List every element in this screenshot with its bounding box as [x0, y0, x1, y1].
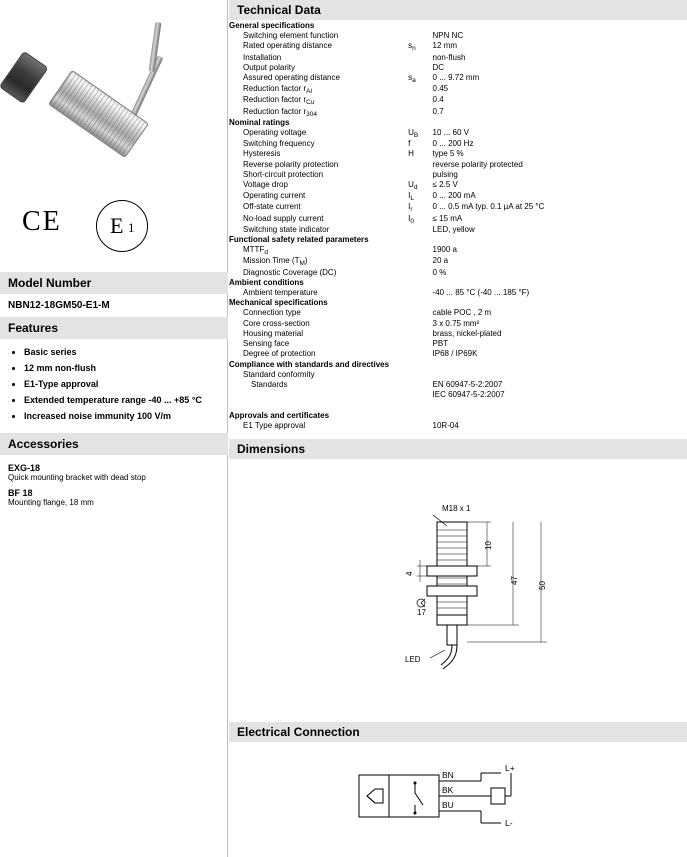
- barrel-threads: [49, 71, 147, 157]
- row-label: Output polarity: [243, 62, 296, 72]
- table-row: [229, 170, 687, 180]
- group-title: Nominal ratings: [229, 117, 290, 127]
- row-symbol: [408, 53, 432, 63]
- row-label: Core cross-section: [243, 318, 310, 328]
- row-label: Hysteresis: [243, 149, 281, 159]
- row-symbol: $U_d$: [408, 180, 418, 192]
- row-symbol: [408, 288, 432, 298]
- row-symbol: [408, 63, 432, 73]
- svg-text:47: 47: [510, 576, 519, 585]
- model-number-value: NBN12-18GM50-E1-M: [8, 300, 110, 311]
- table-group-header: [229, 278, 687, 288]
- row-label: Housing material: [243, 328, 304, 338]
- row-label: Reduction factor $r_{Al}$: [243, 84, 312, 96]
- row-value: brass, nickel-plated: [432, 328, 502, 338]
- table-row: [229, 308, 687, 318]
- row-value: EN 60947-5-2:2007: [432, 379, 503, 389]
- table-row: [229, 95, 687, 106]
- row-symbol: [408, 349, 432, 359]
- accessory-name: EXG-18: [8, 463, 41, 473]
- row-value: [433, 370, 687, 380]
- row-value: DC: [432, 62, 445, 72]
- svg-text:17: 17: [417, 607, 426, 617]
- table-row: [229, 214, 687, 225]
- row-value: 20 a: [432, 256, 449, 266]
- table-row: [229, 370, 687, 380]
- row-value: 12 mm: [432, 41, 457, 51]
- table-spacer: [229, 400, 687, 410]
- list-item: • E1-Type approval: [24, 379, 220, 390]
- row-symbol: [408, 95, 432, 106]
- svg-text:M18 x 1: M18 x 1: [442, 503, 471, 513]
- row-label: Reduction factor $r_{304}$: [243, 106, 317, 118]
- row-label: Connection type: [243, 308, 301, 318]
- row-value: 0 ... 200 Hz: [432, 139, 474, 149]
- row-label: Voltage drop: [243, 180, 288, 190]
- row-label: Diagnostic Coverage (DC): [243, 267, 337, 277]
- row-symbol: [408, 421, 432, 431]
- list-item: • Increased noise immunity 100 V/m: [24, 411, 220, 422]
- table-row: [229, 139, 687, 149]
- table-row: [229, 202, 687, 213]
- svg-text:L-: L-: [505, 817, 513, 828]
- model-number-block: [0, 294, 228, 317]
- row-label: Rated operating distance: [243, 41, 332, 51]
- row-value: 1900 a: [432, 245, 457, 255]
- row-label: Operating voltage: [243, 128, 307, 138]
- list-item: • Basic series: [24, 347, 220, 358]
- row-value: 0.4: [432, 95, 444, 105]
- row-value: NPN NC: [432, 31, 464, 41]
- row-label: Ambient temperature: [243, 288, 318, 298]
- row-symbol: [408, 268, 432, 278]
- left-column: [0, 0, 228, 857]
- table-row: [229, 180, 687, 191]
- sensor-illustration: [24, 48, 144, 168]
- table-row: [229, 349, 687, 359]
- features-list: [8, 347, 220, 422]
- certification-marks: [22, 200, 212, 256]
- table-row: [229, 191, 687, 202]
- row-label: Standard conformity: [243, 369, 315, 379]
- table-row: [229, 63, 687, 73]
- row-symbol: [408, 170, 432, 180]
- group-title: Mechanical specifications: [229, 298, 328, 308]
- sensor-face: [0, 51, 49, 104]
- cable-segment-1: [128, 55, 163, 121]
- table-group-header: [229, 411, 687, 421]
- right-column: [229, 0, 687, 857]
- row-symbol: [408, 370, 432, 380]
- row-value: pulsing: [432, 169, 458, 179]
- row-label: Switching state indicator: [243, 224, 330, 234]
- dimensions-drawing-area: [229, 460, 687, 722]
- sensor-barrel: [48, 70, 149, 158]
- row-value: -40 ... 85 °C (-40 ... 185 °F): [432, 288, 530, 298]
- group-title: Functional safety related parameters: [229, 235, 369, 245]
- e1-approval-icon: [96, 200, 148, 252]
- row-label: Switching frequency: [243, 139, 315, 149]
- list-item: • Extended temperature range -40 ... +85 °C: [24, 395, 220, 406]
- row-value: 0.7: [432, 106, 444, 116]
- row-symbol: [408, 225, 432, 235]
- table-row: [229, 268, 687, 278]
- row-value: 0 %: [432, 267, 447, 277]
- row-label: Reverse polarity protection: [243, 159, 339, 169]
- row-label: Operating current: [243, 191, 306, 201]
- row-symbol: [408, 160, 432, 170]
- accessories-heading: Accessories: [0, 433, 228, 455]
- group-title: Approvals and certificates: [229, 410, 330, 420]
- row-symbol: [408, 84, 432, 95]
- table-row: [229, 380, 687, 390]
- table-row: [229, 73, 687, 84]
- table-row: [229, 390, 687, 400]
- table-row: [229, 41, 687, 52]
- table-row: [229, 31, 687, 41]
- row-value: PBT: [432, 339, 449, 349]
- row-symbol: $s_n$: [408, 41, 416, 53]
- table-group-header: [229, 360, 687, 370]
- row-value: 0 ... 200 mA: [432, 191, 476, 201]
- table-row: [229, 160, 687, 170]
- group-title: Ambient conditions: [229, 277, 304, 287]
- row-label: Degree of protection: [243, 349, 316, 359]
- row-symbol: [408, 319, 432, 329]
- row-symbol: $U_B$: [408, 128, 419, 140]
- model-number-heading: Model Number: [0, 272, 228, 294]
- row-label: Switching element function: [243, 31, 339, 41]
- row-value: 0 ... 0.5 mA typ. 0.1 µA at 25 °C: [432, 202, 545, 212]
- row-value: 3 x 0.75 mm²: [432, 318, 480, 328]
- table-row: [229, 53, 687, 63]
- row-value: IP68 / IP69K: [432, 349, 478, 359]
- row-value: type 5 %: [432, 149, 464, 159]
- electrical-connection-heading: Electrical Connection: [229, 722, 687, 743]
- row-value: non-flush: [432, 52, 466, 62]
- accessory-description: Quick mounting bracket with dead stop: [8, 473, 146, 482]
- row-symbol: H: [408, 149, 414, 159]
- table-row: [229, 319, 687, 329]
- table-row: [229, 329, 687, 339]
- row-value: 0.45: [432, 84, 449, 94]
- table-row: [229, 128, 687, 139]
- product-photo: [10, 8, 210, 198]
- technical-data-heading: Technical Data: [229, 0, 687, 21]
- row-label: [229, 390, 408, 400]
- row-label: E1 Type approval: [243, 420, 306, 430]
- svg-text:4: 4: [405, 571, 414, 576]
- row-value: LED, yellow: [432, 224, 475, 234]
- row-value: 10 ... 60 V: [432, 128, 469, 138]
- table-row: [229, 288, 687, 298]
- row-symbol: [408, 256, 432, 267]
- svg-text:50: 50: [538, 581, 547, 590]
- row-symbol: [408, 308, 432, 318]
- row-label: $MTTF_d$: [243, 245, 268, 257]
- row-symbol: [408, 31, 432, 41]
- accessory-description: Mounting flange, 18 mm: [8, 498, 94, 507]
- row-value: ≤ 2.5 V: [432, 180, 458, 190]
- table-group-header: [229, 21, 687, 31]
- svg-text:BK: BK: [442, 784, 454, 795]
- e1-number: 1: [128, 220, 135, 235]
- row-symbol: [408, 329, 432, 339]
- group-title: Compliance with standards and directives: [229, 359, 390, 369]
- e1-letter: E: [110, 213, 124, 238]
- row-symbol: $I_0$: [408, 213, 414, 225]
- table-row: [229, 107, 687, 118]
- table-row: [229, 421, 687, 431]
- row-symbol: [408, 339, 432, 349]
- row-value: reverse polarity protected: [432, 159, 523, 169]
- row-label: Installation: [243, 52, 282, 62]
- row-label: Sensing face: [243, 339, 290, 349]
- electrical-connection-svg: [229, 743, 687, 843]
- row-label: Mission Time $(T_M)$: [243, 256, 308, 268]
- svg-text:BN: BN: [442, 769, 454, 780]
- features-heading: Features: [0, 317, 228, 339]
- table-group-header: [229, 298, 687, 308]
- dimensions-svg: [229, 460, 687, 722]
- svg-text:LED: LED: [405, 654, 421, 664]
- svg-text:BU: BU: [442, 799, 454, 810]
- row-symbol: [408, 380, 432, 390]
- row-value: ≤ 15 mA: [432, 213, 463, 223]
- table-row: [229, 339, 687, 349]
- table-row: [229, 225, 687, 235]
- row-symbol: f: [408, 139, 411, 149]
- svg-text:10: 10: [484, 541, 493, 550]
- row-symbol: $s_a$: [408, 73, 416, 85]
- table-row: [229, 256, 687, 267]
- row-value: 10R-04: [432, 420, 459, 430]
- row-symbol: [408, 107, 432, 118]
- dimensions-heading: Dimensions: [229, 439, 687, 460]
- table-row: [229, 149, 687, 159]
- list-item: • 12 mm non-flush: [24, 363, 220, 374]
- row-value: 0 ... 9.72 mm: [432, 73, 480, 83]
- ce-mark-icon: CE: [22, 206, 62, 237]
- row-label: Assured operating distance: [243, 73, 340, 83]
- row-label: Short-circuit protection: [243, 169, 324, 179]
- row-symbol: [408, 390, 432, 400]
- svg-text:L+: L+: [505, 762, 515, 773]
- row-value: cable POC , 2 m: [432, 308, 492, 318]
- group-title: General specifications: [229, 21, 315, 30]
- row-label: Reduction factor $r_{Cu}$: [243, 95, 315, 107]
- table-row: [229, 245, 687, 256]
- row-label: Standards: [251, 379, 288, 389]
- row-symbol: [408, 245, 432, 256]
- row-label: No-load supply current: [243, 213, 324, 223]
- technical-data-table: [229, 21, 687, 431]
- table-group-header: [229, 118, 687, 128]
- row-value: IEC 60947-5-2:2007: [432, 390, 505, 400]
- table-group-header: [229, 235, 687, 245]
- row-symbol: $I_r$: [408, 202, 413, 214]
- table-row: [229, 84, 687, 95]
- electrical-connection-area: [229, 743, 687, 843]
- features-block: [0, 339, 228, 433]
- row-symbol: $I_L$: [408, 191, 414, 203]
- accessory-name: BF 18: [8, 488, 33, 498]
- accessories-block: [0, 455, 228, 519]
- row-label: Off-state current: [243, 202, 301, 212]
